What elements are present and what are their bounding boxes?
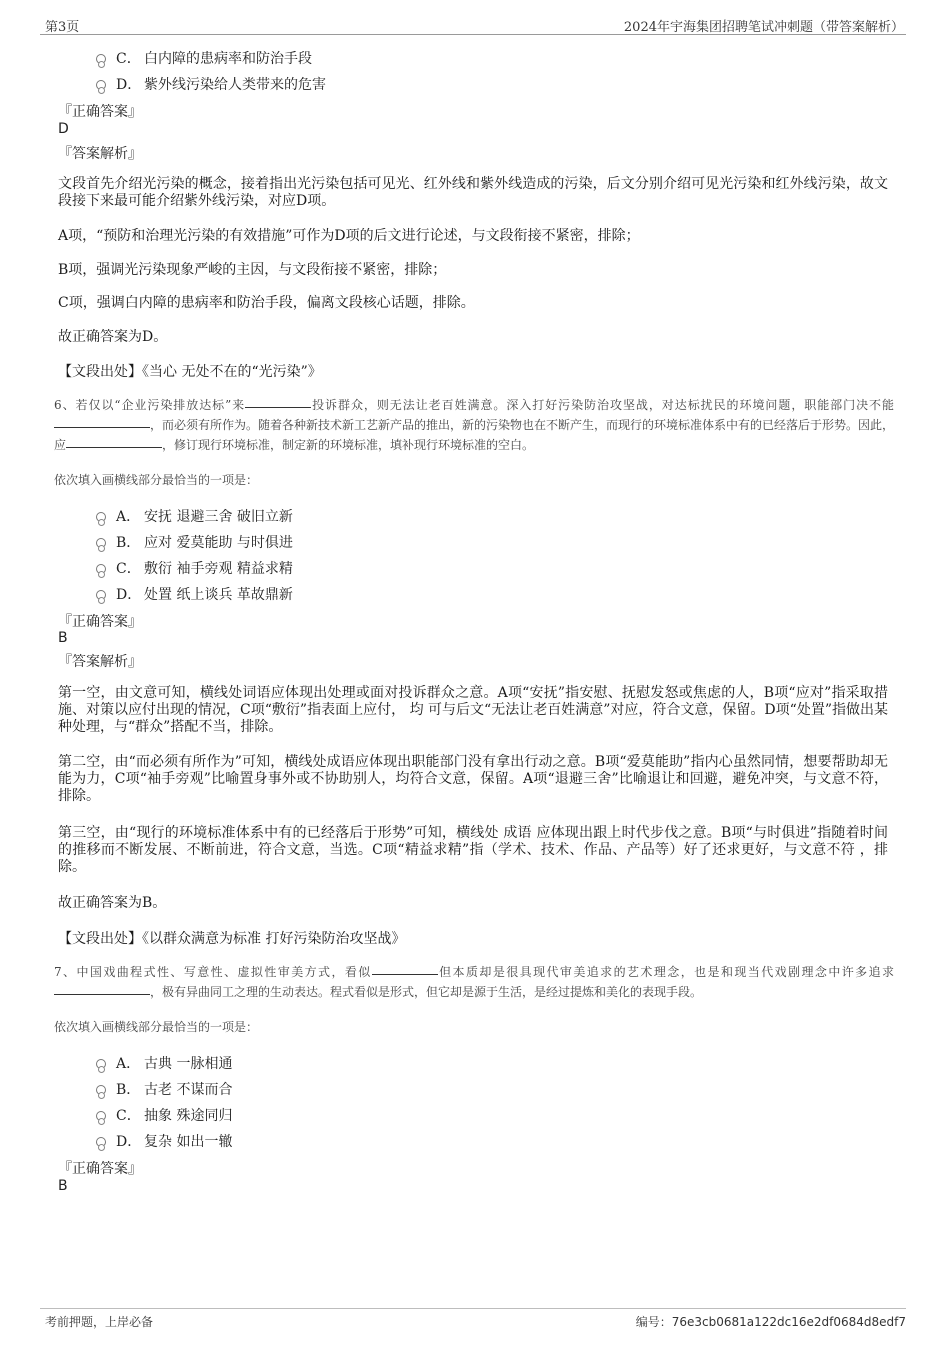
q5-answer: D	[58, 121, 69, 137]
q6-instruction: 依次填入画横线部分最恰当的一项是：	[54, 473, 259, 487]
q5-analysis-paragraph: 文段首先介绍光污染的概念，接着指出光污染包括可见光、红外线和紫外线造成的污染，后文分别介绍可见光污染和红外线污染，故文段接下来最可能介绍紫外线污染，对应D项。	[58, 176, 888, 209]
page-footer	[40, 1308, 906, 1331]
radio-icon[interactable]	[96, 1111, 106, 1121]
radio-icon[interactable]	[96, 1085, 106, 1095]
q7-instruction: 依次填入画横线部分最恰当的一项是：	[54, 1020, 259, 1034]
q7-option-d[interactable]: D． 复杂 如出一辙	[96, 1131, 232, 1151]
page-header	[40, 14, 906, 35]
q6-analysis-paragraph: 第二空，由“而必须有所作为”可知，横线处成语应体现出职能部门没有拿出行动之意。B项“爱莫能助”指内心虽然同情，想要帮助却无能为力，C项“袖手旁观”比喻置身事外或不协助别人，均符合文意，保留。A项“退避三舍”比喻退让和回避，避免冲突，与文意不符，排除。	[58, 754, 888, 804]
radio-icon[interactable]	[96, 80, 106, 90]
radio-icon[interactable]	[96, 564, 106, 574]
fill-blank	[372, 962, 438, 975]
document-code: 编号：76e3cb0681a122dc16e2df0684d8edf7	[635, 1315, 906, 1329]
q5-conclusion: 故正确答案为D。	[58, 329, 168, 345]
radio-icon[interactable]	[96, 590, 106, 600]
document-title: 2024年宇海集团招聘笔试冲刺题（带答案解析）	[623, 20, 904, 35]
page-number: 第3页	[45, 20, 80, 35]
q5-option-d[interactable]: D． 紫外线污染给人类带来的危害	[96, 74, 326, 94]
radio-icon[interactable]	[96, 538, 106, 548]
q6-answer: B	[58, 630, 68, 646]
q5-option-c[interactable]: C． 白内障的患病率和防治手段	[96, 48, 312, 68]
q5-analysis-paragraph: B项，强调光污染现象严峻的主因，与文段衔接不紧密，排除；	[58, 262, 447, 278]
q6-analysis-paragraph: 第一空，由文意可知，横线处词语应体现出处理或面对投诉群众之意。A项“安抚”指安慰、抚慰发怒或焦虑的人，B项“应对”指采取措施、对策以应付出现的情况，C项“敷衍”指表面上应付， 均 可与后文“无法让老百姓满意”对应，符合文意，保留。D项“处置”指做出某种处理，与“群众”搭配不当，排除。	[58, 685, 888, 735]
footer-slogan: 考前押题，上岸必备	[45, 1315, 154, 1329]
q5-answer-label: 『正确答案』	[58, 104, 142, 120]
q5-analysis-paragraph: A项，“预防和治理光污染的有效措施”可作为D项的后文进行论述，与文段衔接不紧密，排除；	[58, 228, 640, 244]
q6-analysis-paragraph: 第三空，由“现行的环境标准体系中有的已经落后于形势”可知，横线处 成语 应体现出跟上时代步伐之意。B项“与时俱进”指随着时间的推移而不断发展、不断前进，符合文意，当选。C项“精益求精”指（学术、技术、作品、产品等）好了还求更好，与文意不符 ，排除。	[58, 825, 888, 875]
q7-answer: B	[58, 1178, 68, 1194]
fill-blank	[54, 982, 150, 995]
q6-option-b[interactable]: B． 应对 爱莫能助 与时俱进	[96, 532, 293, 552]
q7-option-c[interactable]: C． 抽象 殊途同归	[96, 1105, 232, 1125]
q5-analysis-paragraph: C项，强调白内障的患病率和防治手段，偏离文段核心话题，排除。	[58, 295, 475, 311]
q7-option-b[interactable]: B． 古老 不谋而合	[96, 1079, 232, 1099]
q6-option-d[interactable]: D． 处置 纸上谈兵 革故鼎新	[96, 584, 293, 604]
q6-conclusion: 故正确答案为B。	[58, 895, 167, 911]
radio-icon[interactable]	[96, 512, 106, 522]
radio-icon[interactable]	[96, 1059, 106, 1069]
q7-answer-label: 『正确答案』	[58, 1161, 142, 1177]
q7-stem: 7、中国戏曲程式性、写意性、虚拟性审美方式，看似 但本质却是很具现代审美追求的艺术理念，也是和现当代戏剧理念中许多追求，极有异曲同工之理的生动表达。程式看似是形式，但它却是源于生活，是经过提炼和美化的表现手段。	[54, 962, 894, 1002]
q7-option-a[interactable]: A． 古典 一脉相通	[96, 1053, 232, 1073]
fill-blank	[66, 435, 162, 448]
q6-source: 【文段出处】《以群众满意为标准 打好污染防治攻坚战》	[58, 931, 406, 947]
q6-stem: 6、若仅以“企业污染排放达标”来 投诉群众，则无法让老百姓满意。深入打好污染防治攻坚战，对达标扰民的环境问题，职能部门决不能，而必须有所作为。随着各种新技术新工艺新产品的推出，新的污染物也在不断产生，而现行的环境标准体系中有的已经落后于形势。因此，应 ，修订现行环境标准，制定新的环境标准，填补现行环境标准的空白。	[54, 395, 894, 455]
q5-analysis-label: 『答案解析』	[58, 146, 142, 162]
radio-icon[interactable]	[96, 54, 106, 64]
q5-source: 【文段出处】《当心 无处不在的“光污染”》	[58, 364, 322, 380]
fill-blank	[54, 415, 150, 428]
fill-blank	[245, 395, 311, 408]
q6-option-c[interactable]: C． 敷衍 袖手旁观 精益求精	[96, 558, 293, 578]
q6-analysis-label: 『答案解析』	[58, 654, 142, 670]
radio-icon[interactable]	[96, 1137, 106, 1147]
q6-option-a[interactable]: A． 安抚 退避三舍 破旧立新	[96, 506, 293, 526]
q6-answer-label: 『正确答案』	[58, 614, 142, 630]
